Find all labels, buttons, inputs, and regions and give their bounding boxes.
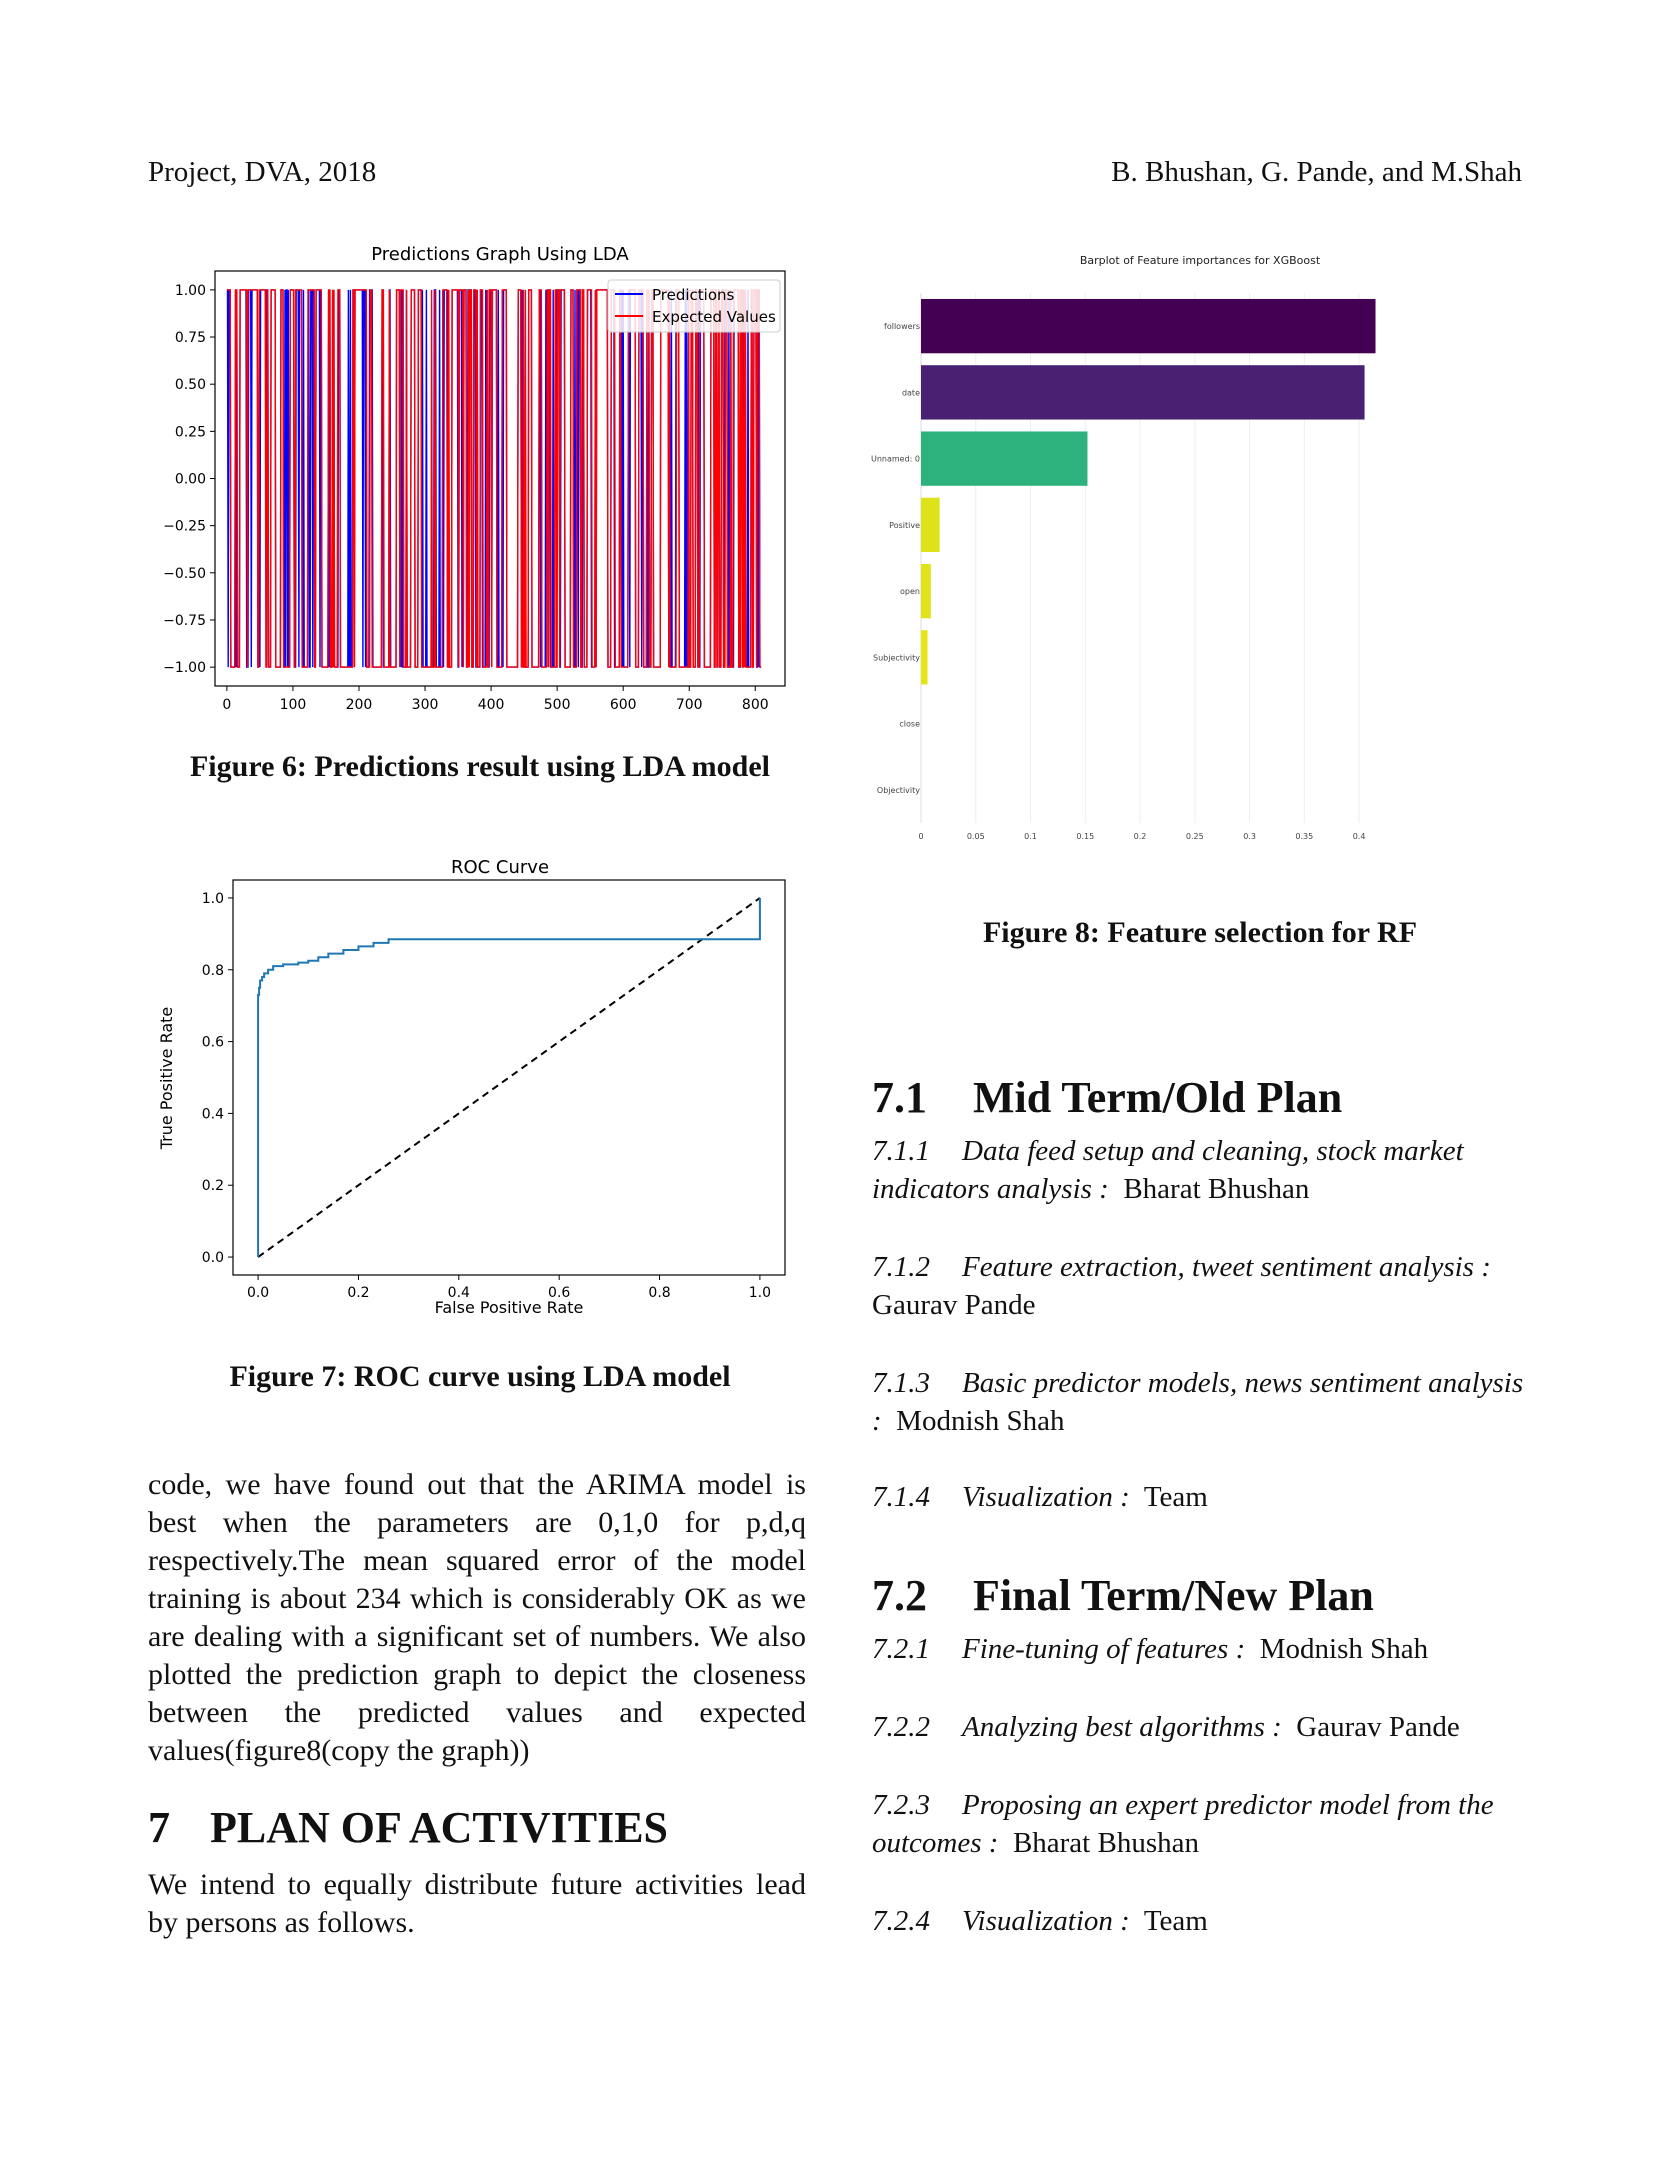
item-7-2-1-person: Modnish Shah bbox=[1259, 1633, 1429, 1665]
fig6-xtick-label: 800 bbox=[741, 697, 769, 713]
item-7-1-1-person: Bharat Bhushan bbox=[1123, 1173, 1310, 1205]
section-7-2-heading bbox=[872, 1570, 1374, 1621]
fig8-category-label: close bbox=[899, 719, 920, 729]
fig8-bar bbox=[921, 498, 940, 552]
fig6-x-ticks bbox=[222, 686, 768, 713]
item-7-2-2-task: Analyzing best algorithms : bbox=[962, 1711, 1282, 1743]
fig6-y-ticks bbox=[163, 283, 215, 676]
fig7-xtick-label: 0.6 bbox=[548, 1285, 571, 1301]
item-7-1-4-task: Visualization : bbox=[962, 1481, 1130, 1513]
fig8-xtick-label: 0.1 bbox=[1024, 832, 1037, 841]
fig8-xtick-label: 0.05 bbox=[966, 832, 985, 841]
item-7-1-2-person: Gaurav Pande bbox=[872, 1289, 1036, 1321]
item-7-2-1-number: 7.2.1 bbox=[872, 1633, 930, 1665]
fig6-ytick-label: 0.75 bbox=[174, 330, 206, 347]
section-7-heading bbox=[148, 1802, 668, 1853]
fig8-category-label: Objectivity bbox=[876, 785, 920, 795]
figure-7-chart bbox=[140, 848, 800, 1318]
fig7-title: ROC Curve bbox=[450, 857, 550, 878]
item-7-2-4-number: 7.2.4 bbox=[872, 1905, 930, 1937]
section-7-2-title: Final Term/New Plan bbox=[973, 1571, 1374, 1620]
fig8-bar bbox=[921, 564, 931, 618]
item-7-1-3-task: Basic predictor models, news sentiment analysis : bbox=[872, 1367, 1524, 1437]
fig8-xtick-label: 0.4 bbox=[1352, 832, 1366, 841]
fig7-ytick-label: 0.0 bbox=[201, 1250, 224, 1267]
item-7-1-3-person: Modnish Shah bbox=[896, 1405, 1065, 1437]
item-7-2-2-number: 7.2.2 bbox=[872, 1711, 930, 1743]
fig6-ytick-label: −0.25 bbox=[163, 518, 206, 535]
fig6-xtick-label: 700 bbox=[675, 697, 703, 713]
item-7-1-2 bbox=[872, 1248, 1532, 1324]
fig8-bar bbox=[921, 365, 1365, 419]
item-7-2-3-person: Bharat Bhushan bbox=[1012, 1827, 1199, 1859]
item-7-2-3-task: Proposing an expert predictor model from the outcomes : bbox=[872, 1789, 1494, 1859]
fig6-xtick-label: 400 bbox=[477, 697, 505, 713]
section-7-number: 7 bbox=[148, 1803, 170, 1852]
fig7-ytick-label: 1.0 bbox=[201, 890, 224, 907]
fig8-bar bbox=[921, 431, 1087, 485]
item-7-1-3 bbox=[872, 1364, 1532, 1440]
fig8-xtick-label: 0.35 bbox=[1295, 832, 1314, 841]
fig6-xtick-label: 300 bbox=[411, 697, 439, 713]
item-7-1-4-person: Team bbox=[1143, 1481, 1208, 1513]
item-7-1-3-number: 7.1.3 bbox=[872, 1367, 930, 1399]
item-7-2-4-task: Visualization : bbox=[962, 1905, 1130, 1937]
fig7-xtick-label: 0.8 bbox=[648, 1285, 671, 1301]
running-header-left: Project, DVA, 2018 bbox=[148, 156, 377, 188]
item-7-1-2-number: 7.1.2 bbox=[872, 1251, 930, 1283]
fig8-xtick-label: 0 bbox=[918, 832, 924, 841]
item-7-2-2-person: Gaurav Pande bbox=[1296, 1711, 1460, 1743]
fig7-xtick-label: 1.0 bbox=[748, 1285, 772, 1301]
item-7-2-3-number: 7.2.3 bbox=[872, 1789, 930, 1821]
item-7-2-3 bbox=[872, 1786, 1532, 1862]
figure-8-caption: Figure 8: Feature selection for RF bbox=[982, 916, 1418, 949]
item-7-2-2 bbox=[872, 1708, 1532, 1746]
fig8-bars bbox=[871, 299, 1376, 795]
fig6-legend-expected: Expected Values bbox=[652, 308, 776, 326]
fig8-category-label: open bbox=[900, 587, 920, 597]
fig8-category-label: Subjectivity bbox=[873, 653, 920, 663]
item-7-1-4 bbox=[872, 1478, 1532, 1516]
fig8-bar bbox=[921, 299, 1376, 353]
fig8-xtick-label: 0.25 bbox=[1185, 832, 1204, 841]
section-7-text: We intend to equally distribute future activities lead by persons as follows. bbox=[148, 1868, 806, 1939]
fig8-category-label: date bbox=[901, 388, 920, 398]
fig6-ytick-label: −0.75 bbox=[163, 612, 206, 629]
fig6-xtick-label: 0 bbox=[222, 697, 232, 713]
running-header-right: B. Bhushan, G. Pande, and M.Shah bbox=[1111, 156, 1522, 188]
fig7-ylabel: True Positive Rate bbox=[157, 1006, 176, 1150]
item-7-2-4-person: Team bbox=[1143, 1905, 1208, 1937]
fig6-ytick-label: 0.00 bbox=[174, 471, 206, 488]
fig6-ytick-label: 0.25 bbox=[174, 424, 206, 441]
section-7-title: PLAN OF ACTIVITIES bbox=[210, 1803, 669, 1852]
section-7-2-number: 7.2 bbox=[872, 1571, 927, 1620]
fig7-xtick-label: 0.0 bbox=[246, 1285, 270, 1301]
fig6-legend bbox=[608, 280, 780, 332]
fig6-ytick-label: −1.00 bbox=[163, 660, 206, 677]
item-7-1-1-task: Data feed setup and cleaning, stock market indicators analysis : bbox=[872, 1135, 1464, 1205]
fig8-xtick-label: 0.3 bbox=[1243, 832, 1256, 841]
item-7-2-4 bbox=[872, 1902, 1532, 1940]
fig6-legend-predictions: Predictions bbox=[652, 286, 735, 304]
body-paragraph: code, we have found out that the ARIMA model is best when the parameters are 0,1,0 for p,d,q respectively.The mean squared error of the model training is about 234 which is considerably OK as we are dealing with a significant set of numbers. We also plotted the prediction graph to depict the closeness between the predicted values and expected values(figure8(copy the graph)) bbox=[148, 1468, 806, 1767]
section-7-1-number: 7.1 bbox=[872, 1073, 927, 1122]
fig8-xtick-label: 0.15 bbox=[1076, 832, 1095, 841]
figure-6-chart bbox=[140, 238, 800, 718]
fig8-category-label: Positive bbox=[889, 520, 920, 530]
fig7-ytick-label: 0.2 bbox=[201, 1178, 224, 1195]
item-7-1-1 bbox=[872, 1132, 1532, 1208]
figure-7-caption: Figure 7: ROC curve using LDA model bbox=[229, 1360, 731, 1393]
item-7-1-2-task: Feature extraction, tweet sentiment analysis : bbox=[962, 1251, 1491, 1283]
fig7-xtick-label: 0.4 bbox=[447, 1285, 470, 1301]
item-7-2-1-task: Fine-tuning of features : bbox=[962, 1633, 1246, 1665]
fig6-ytick-label: 1.00 bbox=[174, 282, 206, 299]
fig6-xtick-label: 200 bbox=[345, 697, 373, 713]
fig7-ytick-label: 0.4 bbox=[201, 1106, 224, 1123]
fig8-title: Barplot of Feature importances for XGBoost bbox=[1079, 254, 1321, 267]
fig7-xlabel: False Positive Rate bbox=[434, 1298, 584, 1317]
fig6-ytick-label: −0.50 bbox=[163, 565, 206, 582]
fig8-category-label: followers bbox=[884, 322, 920, 332]
fig7-xtick-label: 0.2 bbox=[347, 1285, 370, 1301]
fig6-ytick-label: 0.50 bbox=[174, 377, 206, 394]
fig8-xtick-label: 0.2 bbox=[1133, 832, 1147, 841]
fig8-category-label: Unnamed: 0 bbox=[870, 454, 920, 464]
fig6-title: Predictions Graph Using LDA bbox=[371, 244, 629, 265]
section-7-1-title: Mid Term/Old Plan bbox=[973, 1073, 1343, 1122]
fig6-xtick-label: 600 bbox=[609, 697, 637, 713]
section-7-1-heading bbox=[872, 1072, 1342, 1123]
figure-6-caption: Figure 6: Predictions result using LDA model bbox=[189, 750, 771, 783]
fig8-bar bbox=[921, 630, 928, 684]
fig6-xtick-label: 100 bbox=[279, 697, 307, 713]
item-7-1-4-number: 7.1.4 bbox=[872, 1481, 930, 1513]
item-7-2-1 bbox=[872, 1630, 1532, 1668]
fig7-ytick-label: 0.6 bbox=[201, 1034, 224, 1051]
fig6-xtick-label: 500 bbox=[543, 697, 571, 713]
item-7-1-1-number: 7.1.1 bbox=[872, 1135, 930, 1167]
figure-8-chart bbox=[860, 248, 1460, 858]
fig8-x-ticks bbox=[918, 832, 1365, 841]
fig7-y-ticks bbox=[202, 891, 233, 1266]
fig7-ytick-label: 0.8 bbox=[201, 962, 224, 979]
